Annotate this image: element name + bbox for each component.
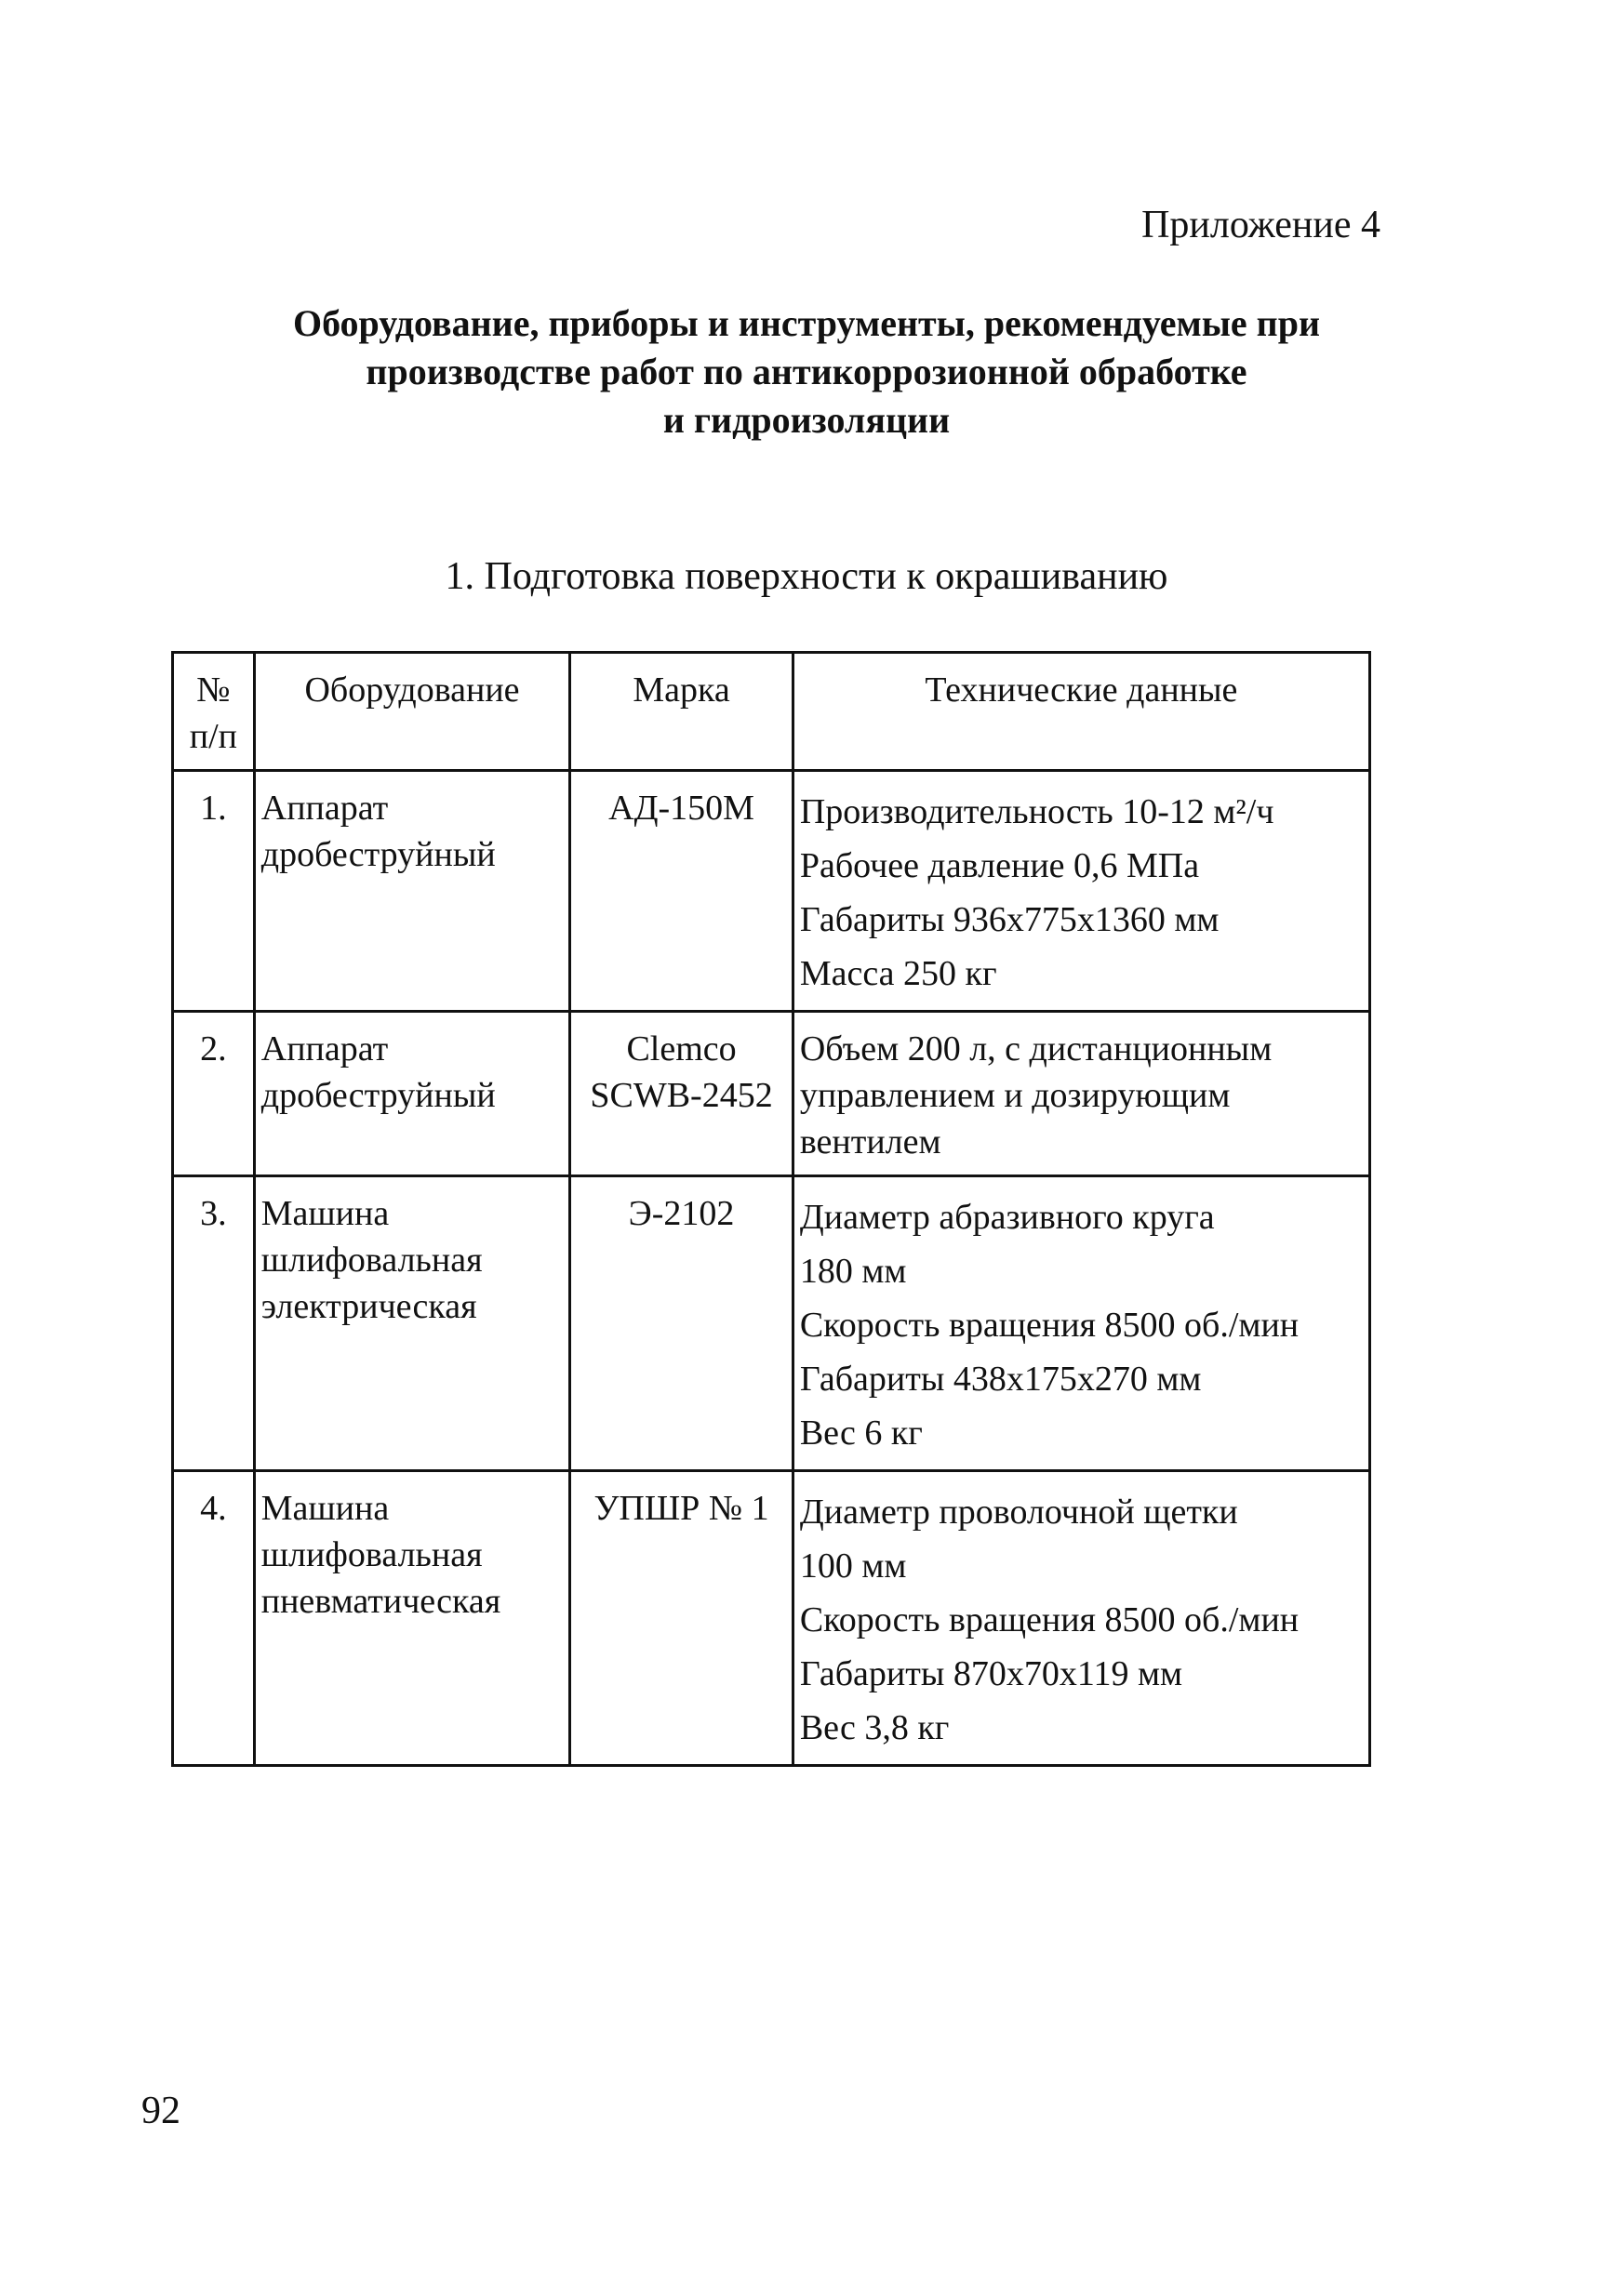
header-tech: Технические данные <box>793 653 1369 771</box>
table-row <box>173 1012 1370 1176</box>
equipment-table <box>171 651 1371 1767</box>
tech-line: Рабочее давление 0,6 МПа <box>799 846 1200 885</box>
row-tech <box>793 771 1369 1012</box>
tech-line: 100 мм <box>799 1546 907 1586</box>
tech-line: управлением и дозирующим <box>799 1076 1231 1115</box>
tech-line: Вес 3,8 кг <box>799 1708 950 1747</box>
page-number: 92 <box>141 2090 180 2132</box>
table-header-row <box>173 653 1370 771</box>
row-equipment: Машина шлифовальная электрическая <box>254 1176 570 1471</box>
table-row <box>173 771 1370 1012</box>
title-line: и гидроизоляции <box>662 399 951 441</box>
title-line: производстве работ по антикоррозионной обработке <box>366 351 1247 392</box>
row-equipment: Аппарат дробеструйный <box>254 771 570 1012</box>
row-num: 1. <box>173 771 255 1012</box>
row-num: 2. <box>173 1012 255 1176</box>
table-row <box>173 1471 1370 1766</box>
title-line: Оборудование, приборы и инструменты, рекомендуемые при <box>292 302 1321 344</box>
tech-line: вентилем <box>799 1122 941 1161</box>
header-brand: Марка <box>570 653 793 771</box>
row-tech <box>793 1176 1369 1471</box>
tech-line: Габариты 438х175х270 мм <box>799 1360 1202 1399</box>
tech-line: Диаметр абразивного круга <box>799 1198 1215 1237</box>
document-title <box>130 299 1483 445</box>
tech-line: Диаметр проволочной щетки <box>799 1493 1238 1532</box>
row-num: 3. <box>173 1176 255 1471</box>
tech-line: Габариты 870х70х119 мм <box>799 1654 1183 1693</box>
row-brand: Э-2102 <box>570 1176 793 1471</box>
row-brand: АД-150М <box>570 771 793 1012</box>
row-brand: УПШР № 1 <box>570 1471 793 1766</box>
header-num: № п/п <box>173 653 255 771</box>
tech-line: Вес 6 кг <box>799 1413 923 1453</box>
tech-line: 180 мм <box>799 1252 907 1291</box>
row-tech <box>793 1471 1369 1766</box>
tech-line: Масса 250 кг <box>799 954 997 993</box>
row-tech <box>793 1012 1369 1176</box>
tech-line: Скорость вращения 8500 об./мин <box>799 1600 1300 1639</box>
tech-line: Объем 200 л, с дистанционным <box>799 1029 1273 1068</box>
tech-line: Скорость вращения 8500 об./мин <box>799 1306 1300 1345</box>
appendix-label: Приложение 4 <box>1141 204 1380 246</box>
header-equipment: Оборудование <box>254 653 570 771</box>
tech-line: Габариты 936х775х1360 мм <box>799 900 1220 939</box>
row-equipment: Аппарат дробеструйный <box>254 1012 570 1176</box>
row-equipment: Машина шлифовальная пневматическая <box>254 1471 570 1766</box>
row-num: 4. <box>173 1471 255 1766</box>
table-row <box>173 1176 1370 1471</box>
row-brand: Clemco SCWB-2452 <box>570 1012 793 1176</box>
tech-line: Производительность 10-12 м²/ч <box>799 792 1274 831</box>
section-heading: 1. Подготовка поверхности к окрашиванию <box>445 555 1168 598</box>
